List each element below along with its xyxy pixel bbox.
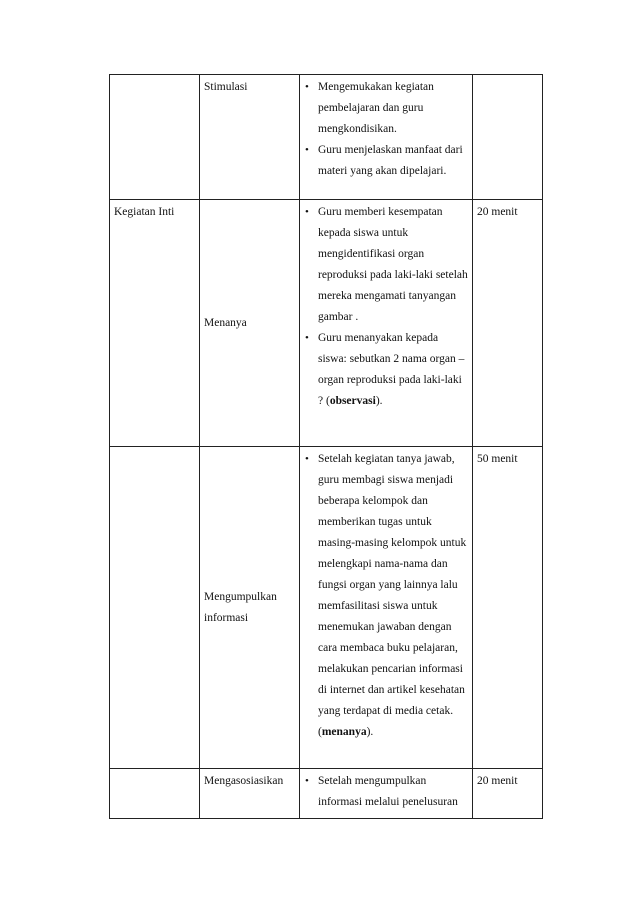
phase-cell: Kegiatan Inti <box>110 200 200 447</box>
activities-cell <box>300 769 473 819</box>
phase-cell <box>110 769 200 819</box>
list-item: • Guru menjelaskan manfaat dari materi yang akan dipelajari. <box>304 140 468 182</box>
phase-cell <box>110 75 200 200</box>
time-cell <box>473 75 543 200</box>
table-row <box>110 75 543 200</box>
list-item: • Setelah kegiatan tanya jawab, guru membagi siswa menjadi beberapa kelompok dan memberikan tugas untuk masing-masing kelompok untuk melengkapi nama-nama dan fungsi organ yang lainnya lalu memfasilitasi siswa untuk menemukan jawaban dengan cara membaca buku pelajaran, melakukan pencarian informasi di internet dan artikel kesehatan yang terdapat di media cetak. (menanya). <box>304 449 468 743</box>
step-cell: Menanya <box>200 200 300 447</box>
table-row <box>110 200 543 447</box>
lesson-plan-table <box>109 74 543 819</box>
activities-cell <box>300 200 473 447</box>
activities-cell <box>300 75 473 200</box>
list-item: • Guru memberi kesempatan kepada siswa untuk mengidentifikasi organ reproduksi pada laki-laki setelah mereka mengamati tanyangan gambar . <box>304 202 468 328</box>
activities-cell <box>300 447 473 769</box>
step-cell: Mengasosiasikan <box>200 769 300 819</box>
phase-cell <box>110 447 200 769</box>
time-cell: 50 menit <box>473 447 543 769</box>
table-row <box>110 769 543 819</box>
time-cell: 20 menit <box>473 769 543 819</box>
step-cell: Stimulasi <box>200 75 300 200</box>
time-cell: 20 menit <box>473 200 543 447</box>
list-item: • Setelah mengumpulkan informasi melalui penelusuran <box>304 771 468 813</box>
list-item: • Mengemukakan kegiatan pembelajaran dan guru mengkondisikan. <box>304 77 468 140</box>
list-item: • Guru menanyakan kepada siswa: sebutkan 2 nama organ –organ reproduksi pada laki-laki ? (observasi). <box>304 328 468 412</box>
table-row <box>110 447 543 769</box>
step-cell: Mengumpulkan informasi <box>200 447 300 769</box>
